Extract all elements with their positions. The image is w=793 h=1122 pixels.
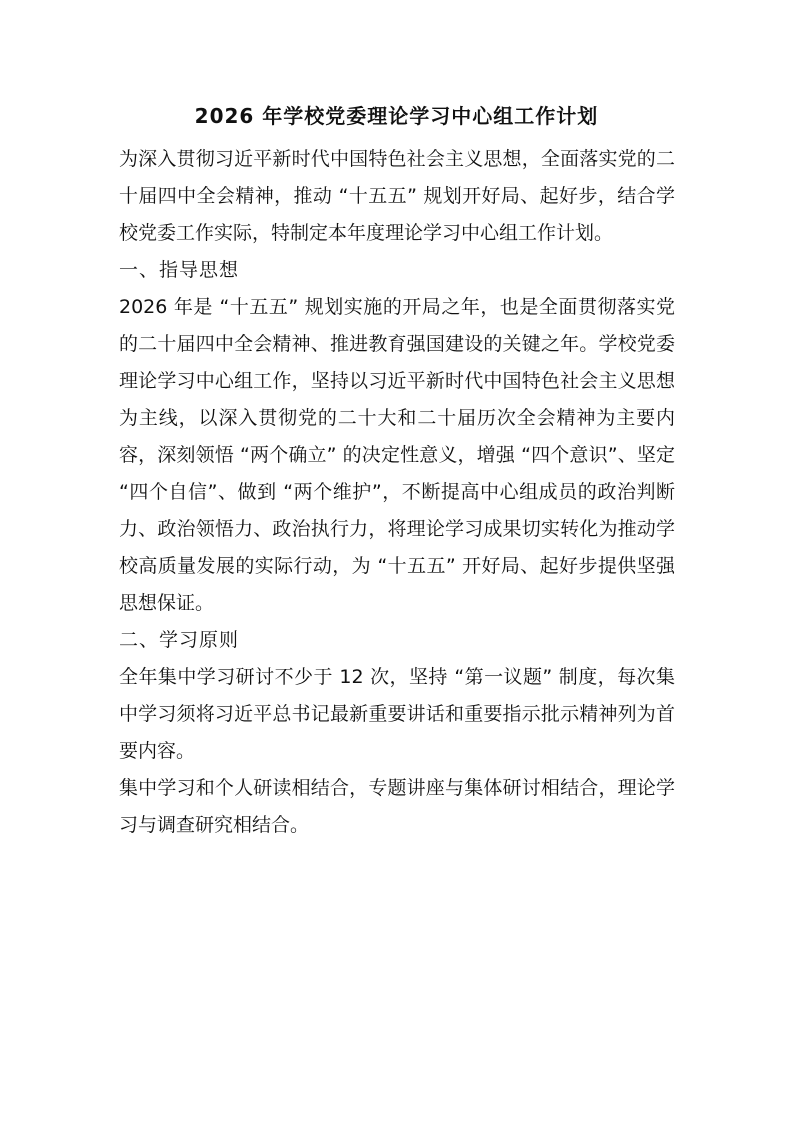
document-title: 2026 年学校党委理论学习中心组工作计划 <box>194 104 599 128</box>
section-heading-study-principles: 二、学习原则 <box>119 629 240 651</box>
study-principles-paragraph-2: 集中学习和个人研读相结合，专题讲座与集体研讨相结合，理论学习与调查研究相结合。 <box>119 777 675 836</box>
guiding-ideology-paragraph: 2026 年是 “十五五” 规划实施的开局之年，也是全面贯彻落实党的二十届四中全会精神、推进教育强国建设的关键之年。学校党委理论学习中心组工作，坚持以习近平新时代中国特色社会主义思想为主线，以深入贯彻党的二十大和二十届历次全会精神为主要内容，深刻领悟 “两个确立” 的决定性意义，增强 “四个意识”、坚定 “四个自信”、做到 “两个维护”，不断提高中心组成员的政治判断力、政治领悟力、政治执行力，将理论学习成果切实转化为推动学校高质量发展的实际行动，为 “十五五” 开好局、起好步提供坚强思想保证。 <box>119 296 675 614</box>
document-body <box>119 141 675 844</box>
study-principles-paragraph-1: 全年集中学习研讨不少于 12 次，坚持 “第一议题” 制度，每次集中学习须将习近平总书记最新重要讲话和重要指示批示精神列为首要内容。 <box>119 666 675 762</box>
intro-paragraph: 为深入贯彻习近平新时代中国特色社会主义思想，全面落实党的二十届四中全会精神，推动 “十五五” 规划开好局、起好步，结合学校党委工作实际，特制定本年度理论学习中心组工作计划。 <box>119 148 675 244</box>
section-heading-guiding-ideology: 一、指导思想 <box>119 259 240 281</box>
